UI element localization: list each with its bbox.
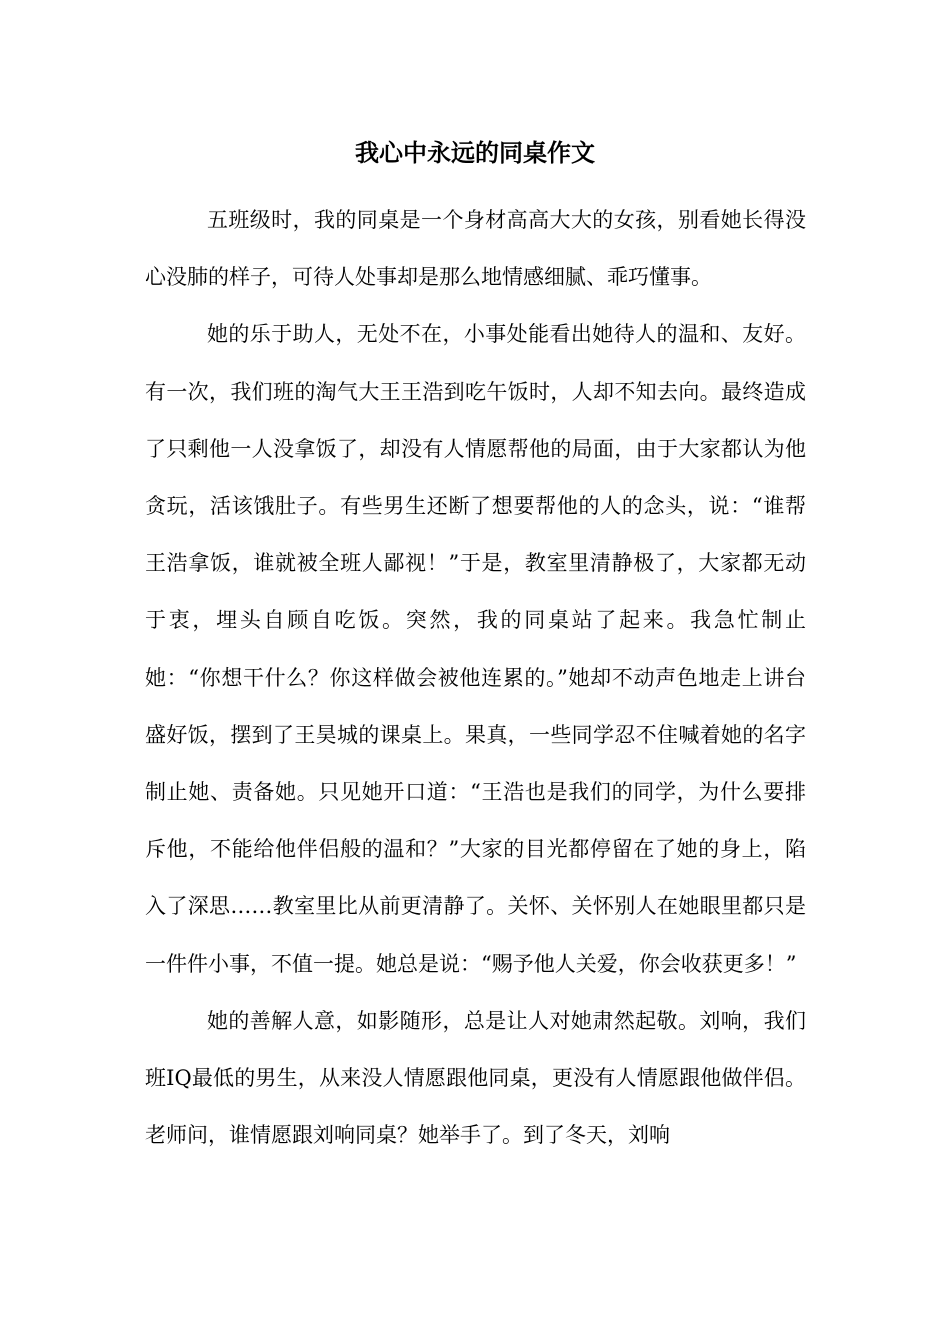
document-title: 我心中永远的同桌作文 <box>355 139 595 167</box>
paragraph-2: 她的乐于助人，无处不在，小事处能看出她待人的温和、友好。有一次，我们班的淘气大王王浩到吃午饭时，人却不知去向。最终造成了只剩他一人没拿饭了，却没有人情愿帮他的局面，由于大家都认为他贪玩，活该饿肚子。有些男生还断了想要帮他的人的念头，说：“谁帮王浩拿饭，谁就被全班人鄙视！”于是，教室里清静极了，大家都无动于衷，埋头自顾自吃饭。突然，我的同桌站了起来。我急忙制止她：“你想干什么？你这样做会被他连累的。”她却不动声色地走上讲台盛好饭，摆到了王昊城的课桌上。果真，一些同学忍不住喊着她的名字制止她、责备她。只见她开口道：“王浩也是我们的同学，为什么要排斥他，不能给他伴侣般的温和？”大家的目光都停留在了她的身上，陷入了深思……教室里比从前更清静了。关怀、关怀别人在她眼里都只是一件件小事，不值一提。她总是说：“赐予他人关爱，你会收获更多！” <box>145 322 806 976</box>
document-body <box>145 192 806 1164</box>
paragraph-1: 五班级时，我的同桌是一个身材高高大大的女孩，别看她长得没心没肺的样子，可待人处事却是那么地情感细腻、乖巧懂事。 <box>145 208 806 290</box>
paragraph-3: 她的善解人意，如影随形，总是让人对她肃然起敬。刘响，我们班IQ最低的男生，从来没人情愿跟他同桌，更没有人情愿跟他做伴侣。老师问，谁情愿跟刘响同桌？她举手了。到了冬天，刘响 <box>145 1008 806 1148</box>
